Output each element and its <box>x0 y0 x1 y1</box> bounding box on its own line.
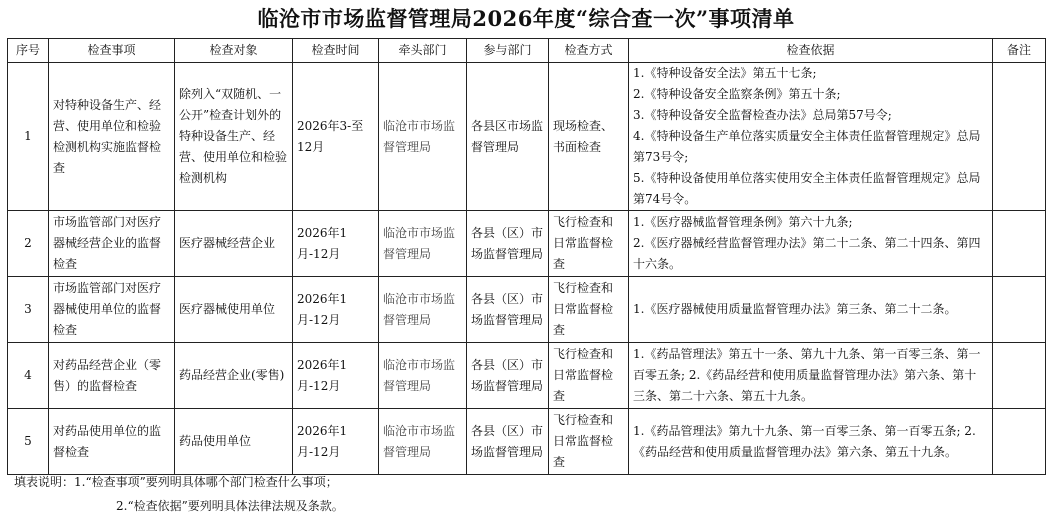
cell-item: 对药品使用单位的监督检查 <box>49 409 175 475</box>
cell-no: 1 <box>8 63 49 211</box>
cell-remark <box>993 409 1046 475</box>
cell-time: 2026年1月-12月 <box>293 343 379 409</box>
table-row <box>8 409 1046 475</box>
cell-time: 2026年1月-12月 <box>293 409 379 475</box>
cell-no: 2 <box>8 211 49 277</box>
basis-line: 1.《药品管理法》第九十九条、第一百零三条、第一百零五条; 2.《药品经营和使用质量监督管理办法》第六条、第五十九条。 <box>633 423 976 459</box>
cell-basis <box>629 63 993 211</box>
cell-partner: 各县（区）市场监督管理局 <box>467 409 549 475</box>
cell-partner: 各县（区）市场监督管理局 <box>467 277 549 343</box>
cell-method: 现场检查、书面检查 <box>549 63 629 211</box>
page-title: 临沧市市场监督管理局2026年度“综合查一次”事项清单 <box>257 6 795 31</box>
basis-line: 1.《药品管理法》第五十一条、第九十九条、第一百零三条、第一百零五条; 2.《药品经营和使用质量监督管理办法》第六条、第十三条、第二十六条、第五十九条。 <box>633 347 981 403</box>
basis-line: 5.《特种设备使用单位落实使用安全主体责任监督管理规定》总局第74号令。 <box>633 171 981 206</box>
cell-lead: 临沧市市场监督管理局 <box>379 343 467 409</box>
basis-line: 1.《医疗器械监督管理条例》第六十九条; <box>633 215 853 229</box>
cell-method: 飞行检查和日常监督检查 <box>549 211 629 277</box>
cell-remark <box>993 277 1046 343</box>
table-row <box>8 211 1046 277</box>
basis-line: 4.《特种设备生产单位落实质量安全主体责任监督管理规定》总局第73号令; <box>633 129 981 164</box>
basis-line: 1.《医疗器械使用质量监督管理办法》第三条、第二十二条。 <box>633 302 957 316</box>
cell-lead: 临沧市市场监督管理局 <box>379 211 467 277</box>
cell-target: 医疗器械经营企业 <box>175 211 293 277</box>
cell-basis <box>629 211 993 277</box>
cell-no: 5 <box>8 409 49 475</box>
cell-item: 市场监管部门对医疗器械使用单位的监督检查 <box>49 277 175 343</box>
cell-remark <box>993 63 1046 211</box>
cell-partner: 各县区市场监督管理局 <box>467 63 549 211</box>
inspection-table <box>7 38 1046 475</box>
header-method: 检查方式 <box>549 39 629 63</box>
header-target: 检查对象 <box>175 39 293 63</box>
cell-target: 除列入“双随机、一公开”检查计划外的特种设备生产、经营、使用单位和检验检测机构 <box>175 63 293 211</box>
basis-line: 3.《特种设备安全监督检查办法》总局第57号令; <box>633 108 892 122</box>
cell-time: 2026年1月-12月 <box>293 211 379 277</box>
header-lead: 牵头部门 <box>379 39 467 63</box>
table-row <box>8 63 1046 211</box>
cell-basis <box>629 343 993 409</box>
cell-method: 飞行检查和日常监督检查 <box>549 343 629 409</box>
cell-basis <box>629 409 993 475</box>
header-item: 检查事项 <box>49 39 175 63</box>
header-basis: 检查依据 <box>629 39 993 63</box>
table-row <box>8 277 1046 343</box>
table-row <box>8 343 1046 409</box>
cell-lead: 临沧市市场监督管理局 <box>379 277 467 343</box>
fill-instructions <box>14 470 344 518</box>
note-line-1: 填表说明：1.“检查事项”要列明具体哪个部门检查什么事项； <box>14 475 338 489</box>
cell-method: 飞行检查和日常监督检查 <box>549 409 629 475</box>
cell-target: 药品使用单位 <box>175 409 293 475</box>
header-partner: 参与部门 <box>467 39 549 63</box>
cell-item: 市场监管部门对医疗器械经营企业的监督检查 <box>49 211 175 277</box>
header-no: 序号 <box>8 39 49 63</box>
cell-remark <box>993 343 1046 409</box>
cell-time: 2026年1月-12月 <box>293 277 379 343</box>
cell-lead: 临沧市市场监督管理局 <box>379 63 467 211</box>
cell-no: 4 <box>8 343 49 409</box>
cell-method: 飞行检查和日常监督检查 <box>549 277 629 343</box>
table-header-row <box>8 39 1046 63</box>
cell-target: 药品经营企业(零售) <box>175 343 293 409</box>
cell-target: 医疗器械使用单位 <box>175 277 293 343</box>
cell-no: 3 <box>8 277 49 343</box>
basis-line: 1.《特种设备安全法》第五十七条; <box>633 66 817 80</box>
cell-partner: 各县（区）市场监督管理局 <box>467 343 549 409</box>
note-line-2: 2.“检查依据”要列明具体法律法规及条款。 <box>116 499 344 513</box>
cell-basis <box>629 277 993 343</box>
basis-line: 2.《特种设备安全监察条例》第五十条; <box>633 87 841 101</box>
cell-time: 2026年3-至12月 <box>293 63 379 211</box>
header-time: 检查时间 <box>293 39 379 63</box>
cell-item: 对特种设备生产、经营、使用单位和检验检测机构实施监督检查 <box>49 63 175 211</box>
cell-item: 对药品经营企业（零售）的监督检查 <box>49 343 175 409</box>
header-remark: 备注 <box>993 39 1046 63</box>
cell-remark <box>993 211 1046 277</box>
basis-line: 2.《医疗器械经营监督管理办法》第二十二条、第二十四条、第四十六条。 <box>633 236 981 271</box>
cell-partner: 各县（区）市场监督管理局 <box>467 211 549 277</box>
cell-lead: 临沧市市场监督管理局 <box>379 409 467 475</box>
